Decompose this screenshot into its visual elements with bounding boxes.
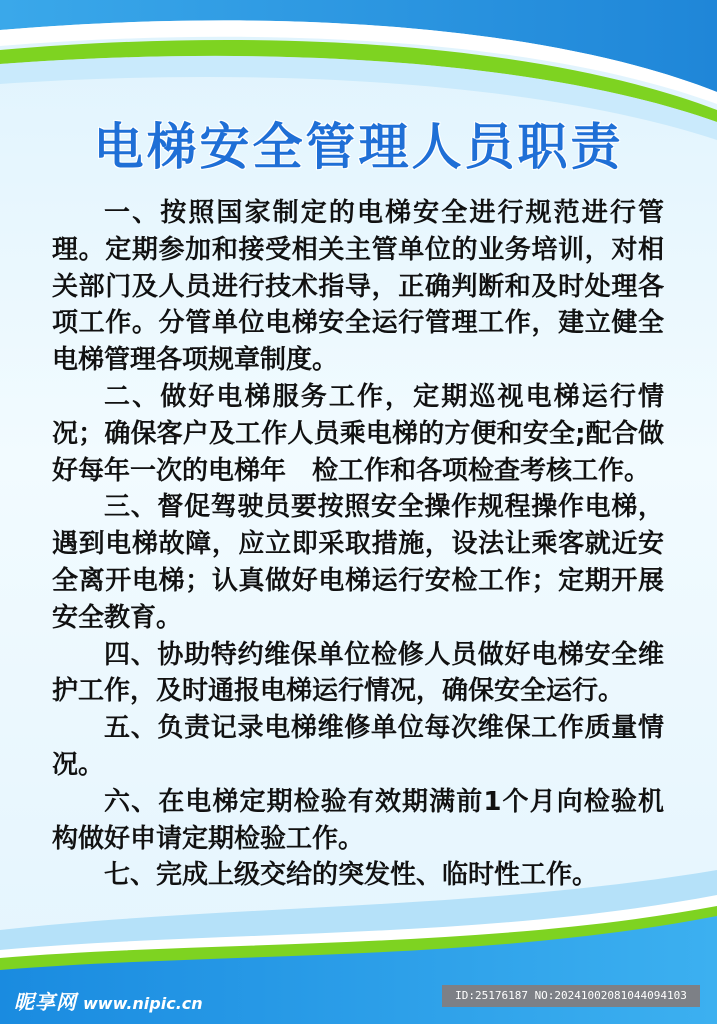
watermark-site-url: www.nipic.cn [83,994,203,1013]
duty-paragraph-5: 五、负责记录电梯维修单位每次维保工作质量情况。 [52,713,664,780]
duty-paragraph-2: 二、做好电梯服务工作，定期巡视电梯运行情况；确保客户及工作人员乘电梯的方便和安全;配合做好每年一次的电梯年 检工作和各项检查考核工作。 [52,381,664,486]
duty-paragraph-6: 六、在电梯定期检验有效期满前1个月向检验机构做好申请定期检验工作。 [52,786,664,854]
duty-paragraph-1: 一、按照国家制定的电梯安全进行规范进行管理。定期参加和接受相关主管单位的业务培训，对相关部门及人员进行技术指导，正确判断和及时处理各项工作。分管单位电梯安全运行管理工作，建立健全电梯管理各项规章制度。 [52,198,664,376]
duty-paragraph-4: 四、协助特约维保单位检修人员做好电梯安全维护工作，及时通报电梯运行情况，确保安全运行。 [52,639,664,707]
duty-paragraph-3: 三、督促驾驶员要按照安全操作规程操作电梯，遇到电梯故障，应立即采取措施，设法让乘客就近安全离开电梯；认真做好电梯运行安检工作；定期开展安全教育。 [52,492,664,633]
watermark-id-badge: ID:25176187 NO:20241002081044094103 [442,985,700,1007]
watermark-brand-name: 昵享网 [14,990,77,1014]
duty-paragraph-7: 七、完成上级交给的突发性、临时性工作。 [104,860,599,891]
page-title: 电梯安全管理人员职责 [93,118,624,176]
duties-list [52,195,664,894]
watermark-brand [14,986,203,1012]
